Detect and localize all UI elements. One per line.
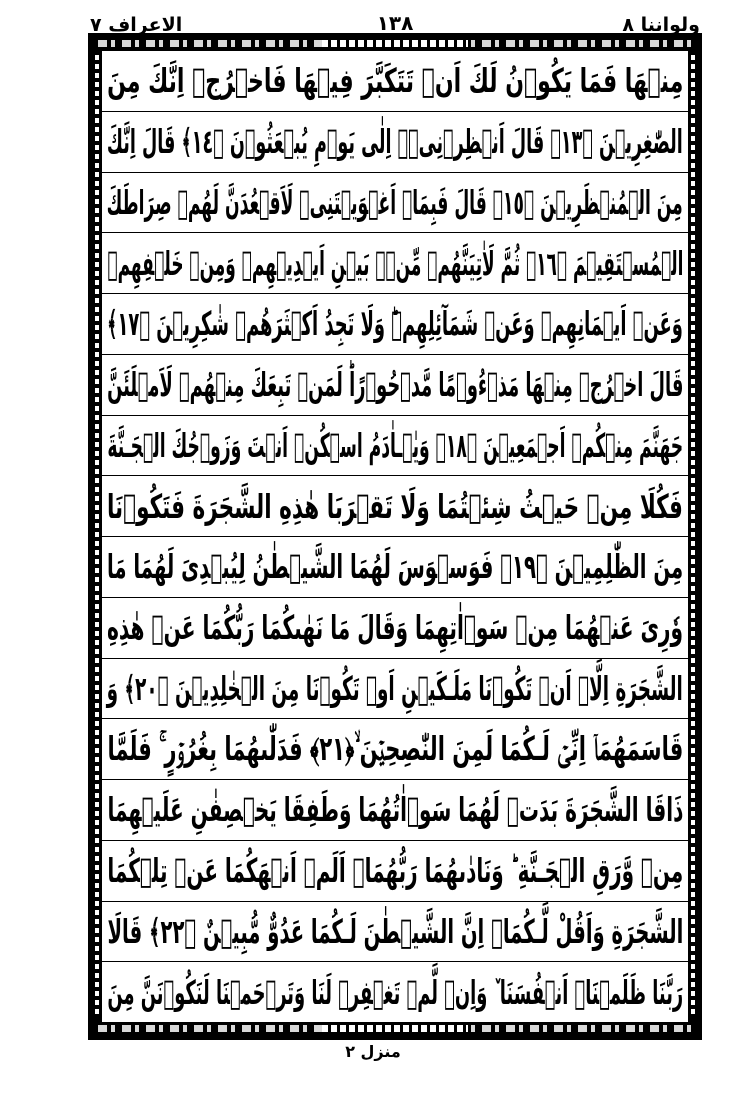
text-line [102,537,688,598]
text-line [102,173,688,234]
line-text: وَعَنۡ اَيۡمَانِهِمۡ وَعَنۡ شَمَآئِلِهِمۡ‌ؕ وَلَا تَجِدُ اَكۡثَرَهُمۡ شٰكِرِيۡنَ ﴿١٧﴾ [107,304,683,344]
line-text: مِنۡ وَّرَقِ الۡجَـنَّةِ‌ ؕ وَنَادٰٮهُمَا رَبُّهُمَاۤ اَلَمۡ اَنۡهَكُمَا عَنۡ تِلۡكُمَا [107,851,683,891]
text-lines [102,51,688,1022]
text-line [102,416,688,477]
text-line [102,719,688,780]
ornament-center [322,40,467,47]
line-text: قَاسَمَهُمَاۤ اِنِّىۡ لَـكُمَا لَمِنَ النّٰصِحِيۡنَ ۙ﴿٢١﴾ فَدَلّٰٮهُمَا بِغُرُوۡرٍ‌ ۚ فَلَمَّا [107,729,683,769]
right-border-ornament [688,51,698,1022]
text-line [102,598,688,659]
line-text: رَبَّنَا ظَلَمۡنَاۤ اَنۡفُسَنَا ٚ وَاِنۡ لَّمۡ تَغۡفِرۡ لَنَا وَتَرۡحَمۡنَا لَنَكُوۡنَنَّ مِنَ [107,972,683,1012]
line-text: مِنۡهَا فَمَا يَكُوۡنُ لَكَ اَنۡ تَتَكَبَّرَ فِيۡهَا فَاخۡرُجۡ اِنَّكَ مِنَ [106,61,684,101]
text-line [102,355,688,416]
text-line [102,659,688,720]
ornament-pattern [691,55,695,1018]
line-text: الۡمُسۡتَقِيۡمَ ﴿١٦﴾ ثُمَّ لَاٰتِيَنَّهُمۡ مِّنۡۢ بَيۡنِ اَيۡدِيۡهِمۡ وَمِنۡ خَلۡفِهِمۡ [107,243,683,283]
line-text: الصّٰغِرِيۡنَ ﴿١٣﴾ قَالَ اَنۡظِرۡنِىۡۤ اِلٰى يَوۡمِ يُبۡعَثُوۡنَ ﴿١٤﴾ قَالَ اِنَّكَ [107,122,683,162]
text-line [102,51,688,112]
page-number: ١٣٨ [376,11,414,35]
line-text: فَكُلَا مِنۡ حَيۡثُ شِئۡتُمَا وَلَا تَقۡرَبَا هٰذِهِ الشَّجَرَةَ فَتَكُوۡنَا [107,486,683,526]
text-line [102,294,688,355]
text-line [102,476,688,537]
text-line [102,962,688,1022]
juz-name: ولواننا ٨ [622,14,700,36]
page-frame [88,33,702,1040]
line-text: الشَّجَرَةِ وَاَقُلْ لَّـكُمَاۤ اِنَّ الشَّيۡطٰنَ لَـكُمَا عَدُوٌّ مُّبِيۡنٌ ﴿٢٢﴾ قَالَا [107,911,683,951]
line-text: ذَاقَا الشَّجَرَةَ بَدَتۡ لَهُمَا سَوۡاٰتُهُمَا وَطَفِقَا يَخۡصِفٰنِ عَلَيۡهِمَا [107,790,683,830]
line-text: مِنَ الۡمُنۡظَرِيۡنَ ﴿١٥﴾ قَالَ فَبِمَاۤ اَغۡوَيۡتَنِىۡ لَاَقۡعُدَنَّ لَهُمۡ صِرَاطَكَ [106,182,684,222]
ornament-center [322,1025,467,1032]
manzil-label: منزل ٢ [345,1042,401,1061]
ornament-pattern [95,55,99,1018]
text-line [102,780,688,841]
bottom-border-ornament [92,1022,698,1036]
text-line [102,902,688,963]
text-line [102,841,688,902]
left-border-ornament [92,51,102,1022]
line-text: الشَّجَرَةِ اِلَّاۤ اَنۡ تَكُوۡنَا مَلَـكَيۡنِ اَوۡ تَكُوۡنَا مِنَ الۡخٰلِدِيۡنَ ﴿٢٠﴾ وَ [106,668,684,708]
text-line [102,112,688,173]
line-text: جَهَنَّمَ مِنۡكُمۡ اَجۡمَعِيۡنَ ﴿١٨﴾ وَيٰۤـاٰدَمُ اسۡكُنۡ اَنۡتَ وَزَوۡجُكَ الۡجَـنَّةَ [107,425,683,465]
top-border-ornament [92,37,698,51]
line-text: وٗرِىَ عَنۡهُمَا مِنۡ سَوۡاٰتِهِمَا وَقَالَ مَا نَهٰٮكُمَا رَبُّكُمَا عَنۡ هٰذِهِ [106,608,684,648]
text-line [102,233,688,294]
surah-name: الاعراف ٧ [90,14,183,36]
line-text: مِنَ الظّٰلِمِيۡنَ ﴿١٩﴾ فَوَسۡوَسَ لَهُمَا الشَّيۡطٰنُ لِيُبۡدِىَ لَهُمَا مَا [106,547,684,587]
line-text: قَالَ اخۡرُجۡ مِنۡهَا مَذۡءُوۡمًا مَّدۡحُوۡرًا‌ؕ لَمَنۡ تَبِعَكَ مِنۡهُمۡ لَاَمۡلَئَنَّ [106,365,684,405]
